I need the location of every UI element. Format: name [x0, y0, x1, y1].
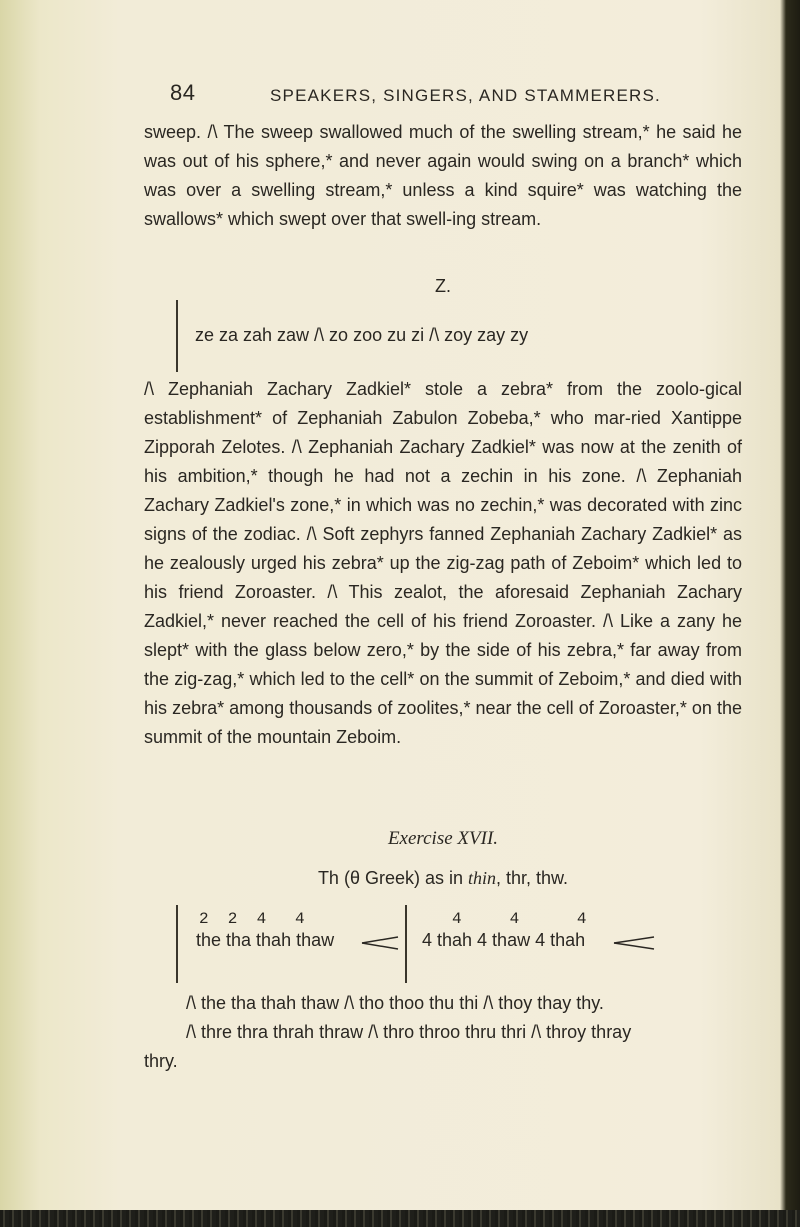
page-bottom-edge: [0, 1210, 800, 1227]
page-header: [170, 80, 690, 110]
section-z-heading: Z.: [435, 276, 451, 296]
th-exercise-line-3: thry.: [144, 1051, 178, 1071]
subtitle-suffix: , thr, thw.: [496, 868, 569, 888]
crescendo-left-icon: [360, 935, 400, 951]
subtitle-prefix: Th (θ Greek) as in: [317, 868, 468, 888]
breath-bar: [176, 300, 178, 372]
running-head: SPEAKERS, SINGERS, AND STAMMERERS.: [270, 86, 661, 105]
th-exercise-line-1: /\ the tha thah thaw /\ tho thoo thu thi /\ thoy thay thy.: [186, 993, 604, 1013]
breath-bar-right: [405, 905, 407, 983]
page-number: 84: [170, 80, 196, 105]
th-drill-right: 4 thah 4 thaw 4 thah: [422, 930, 586, 950]
paragraph-sweep: sweep. /\ The sweep swallowed much of the swelling stream,* he said he was out of his sphere,* and never again would swing on a branch* which was over a swelling stream,* unless a kind squire* was watching the swallows* which swept over that swell-ing stream.: [144, 122, 742, 229]
subtitle-italic-word: thin: [467, 868, 496, 888]
paragraph-zephaniah: /\ Zephaniah Zachary Zadkiel* stole a zebra* from the zoolo-gical establishment* of Zephaniah Zabulon Zobeba,* who mar-ried Xantippe Zipporah Zelotes. /\ Zephaniah Zachary Zadkiel* was now at the zenith of his ambition,* though he had not a zechin in his zone. /\ Zephaniah Zachary Zadkiel's zone,* in which was no zechin,* was decorated with zinc signs of the zodiac. /\ Soft zephyrs fanned Zephaniah Zachary Zadkiel* as he zealously urged his zebra* up the zig-zag path of Zeboim* which led to his friend Zoroaster. /\ This zealot, the aforesaid Zephaniah Zachary Zadkiel,* never reached the cell of his friend Zoroaster. /\ Like a zany he slept* with the glass below zero,* by the side of his zebra,* far away from the zig-zag,* which led to the cell* on the summit of Zeboim,* and died with his zebra* among thousands of zoolites,* near the cell of Zoroaster,* on the summit of the mountain Zeboim.: [144, 379, 742, 747]
crescendo-right-icon: [612, 935, 656, 951]
stress-numbers-right: 4 4 4: [452, 910, 587, 928]
th-drill-left: the tha thah thaw: [196, 930, 335, 950]
exercise-title: Exercise XVII.: [387, 828, 499, 849]
breath-bar-left: [176, 905, 178, 983]
z-drill-line: ze za zah zaw /\ zo zoo zu zi /\ zoy zay zy: [195, 325, 529, 345]
th-exercise-line-2: /\ thre thra thrah thraw /\ thro throo thru thri /\ throy thray: [186, 1022, 632, 1042]
stress-numbers-left: 2 2 4 4: [199, 910, 305, 928]
exercise-subtitle: [144, 868, 742, 889]
